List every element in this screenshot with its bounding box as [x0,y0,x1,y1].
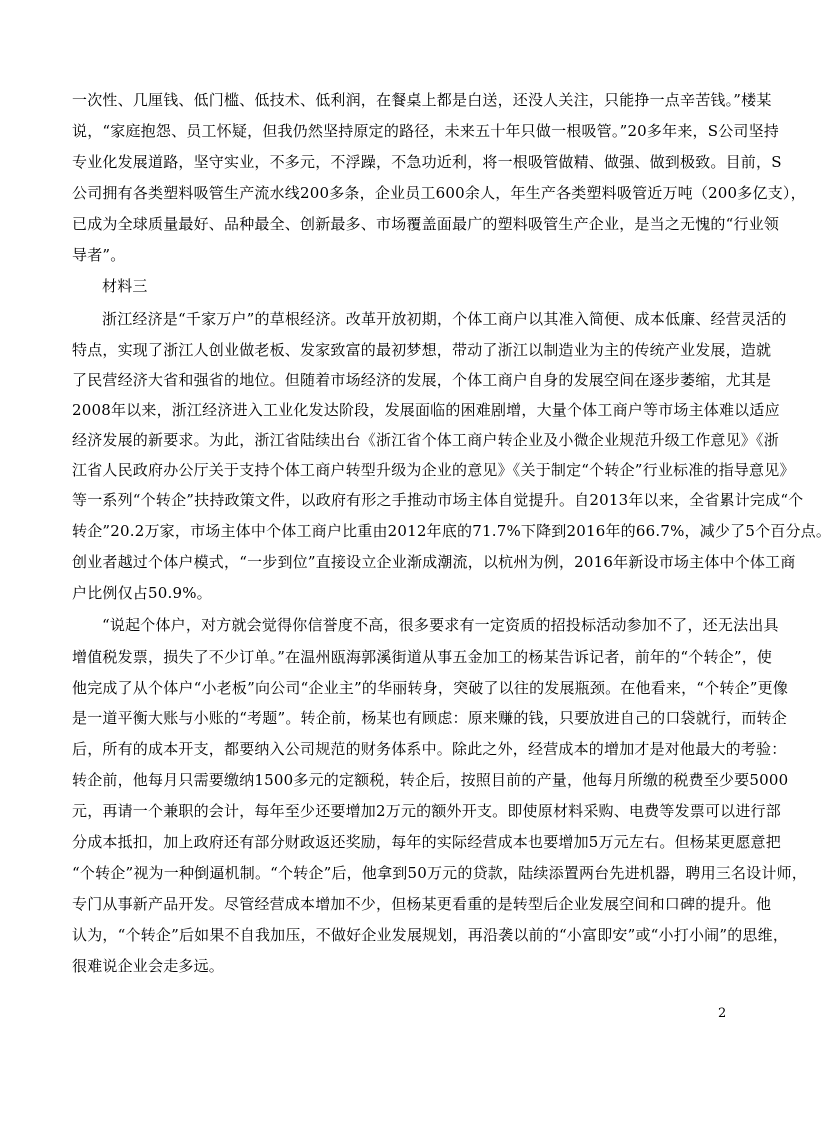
text-line: 浙江经济是“千家万户”的草根经济。改革开放初期，个体工商户以其准入简便、成本低廉、经营灵活的 [102,310,787,328]
text-line: 很难说企业会走多远。 [72,957,225,975]
section-heading: 材料三 [102,277,148,295]
text-line: 元，再请一个兼职的会计，每年至少还要增加2万元的额外开支。即使原材料采购、电费等发票可以进行部 [72,802,781,820]
text-line: 户比例仅占50.9%。 [72,584,212,602]
text-line: 后，所有的成本开支，都要纳入公司规范的财务体系中。除此之外，经营成本的增加才是对他最大的考验： [72,740,787,758]
text-line: 了民营经济大省和强省的地位。但随着市场经济的发展，个体工商户自身的发展空间在逐步萎缩，尤其是 [72,371,772,389]
page-number: 2 [718,1006,727,1021]
text-line: 转企前，他每月只需要缴纳1500多元的定额税，转企后，按照目前的产量，他每月所缴的税费至少要5000 [72,771,789,789]
text-line: 认为，“个转企”后如果不自我加压，不做好企业发展规划，再沿袭以前的“小富即安”或“小打小闹”的思维， [72,926,789,944]
text-line: 江省人民政府办公厅关于支持个体工商户转型升级为企业的意见》《关于制定“个转企”行业标准的指导意见》 [72,461,795,479]
text-line: 导者”。 [72,246,126,264]
text-line: 转企”20.2万家，市场主体中个体工商户比重由2012年底的71.7%下降到2016年的66.7%，减少了5个百分点。 [72,522,831,540]
text-line: 专业化发展道路，坚守实业，不多元，不浮躁，不急功近利，将一根吸管做精、做强、做到极致。目前，S [72,153,782,171]
text-line: 专门从事新产品开发。尽管经营成本增加不少，但杨某更看重的是转型后企业发展空间和口碑的提升。他 [72,895,772,913]
text-line: 2008年以来，浙江经济进入工业化发达阶段，发展面临的困难剧增，大量个体工商户等市场主体难以适应 [72,401,780,419]
text-line: 一次性、几厘钱、低门槛、低技术、低利润，在餐桌上都是白送，还没人关注，只能挣一点辛苦钱。”楼某 [72,91,772,109]
text-line: 等一系列“个转企”扶持政策文件，以政府有形之手推动市场主体自觉提升。自2013年以来，全省累计完成“个 [72,491,804,509]
text-line: 经济发展的新要求。为此，浙江省陆续出台《浙江省个体工商户转企业及小微企业规范升级工作意见》《浙 [72,431,779,449]
text-line: 创业者越过个体户模式，“一步到位”直接设立企业渐成潮流，以杭州为例，2016年新设市场主体中个体工商 [72,553,796,571]
text-line: 公司拥有各类塑料吸管生产流水线200多条，企业员工600余人，年生产各类塑料吸管近万吨（200多亿支）， [72,184,806,202]
text-line: 他完成了从个体户“小老板”向公司“企业主”的华丽转身，突破了以往的发展瓶颈。在他看来，“个转企”更像 [72,679,789,697]
text-line: “个转企”视为一种倒逼机制。“个转企”后，他拿到50万元的贷款，陆续添置两台先进机器，聘用三名设计师， [72,864,807,882]
text-line: 已成为全球质量最好、品种最全、创新最多、市场覆盖面最广的塑料吸管生产企业，是当之无愧的“行业领 [72,215,780,233]
text-line: 分成本抵扣，加上政府还有部分财政返还奖励，每年的实际经营成本也要增加5万元左右。但杨某更愿意把 [72,833,781,851]
text-line: 特点，实现了浙江人创业做老板、发家致富的最初梦想，带动了浙江以制造业为主的传统产业发展，造就 [72,341,772,359]
text-line: 是一道平衡大账与小账的“考题”。转企前，杨某也有顾虑：原来赚的钱，只要放进自己的口袋就行，而转企 [72,709,787,727]
text-line: “说起个体户，对方就会觉得你信誉度不高，很多要求有一定资质的招投标活动参加不了，还无法出具 [102,616,779,634]
text-line: 增值税发票，损失了不少订单。”在温州瓯海郭溪街道从事五金加工的杨某告诉记者，前年的“个转企”，使 [72,648,773,666]
text-line: 说，“家庭抱怨、员工怀疑，但我仍然坚持原定的路径，未来五十年只做一根吸管。”20多年来，S公司坚持 [72,122,780,140]
